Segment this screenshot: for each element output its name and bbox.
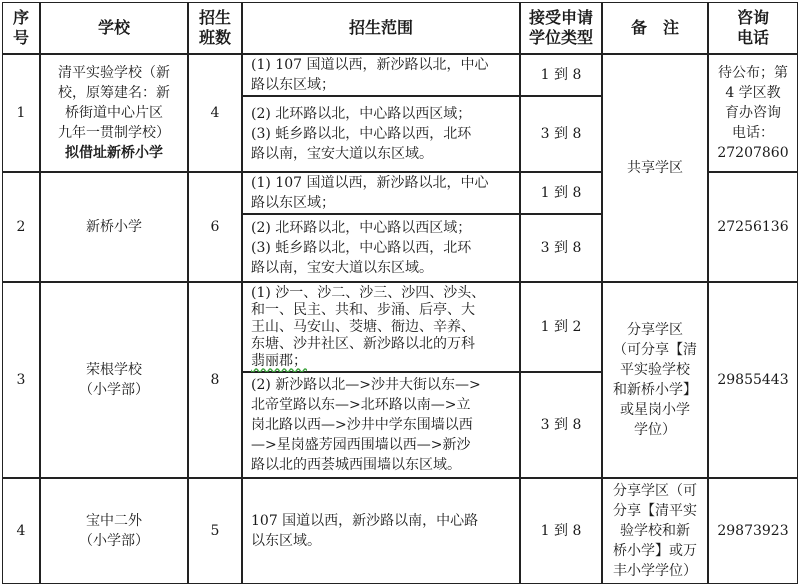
row3-remark [602, 282, 708, 478]
row3-remark-line6: 学位） [634, 422, 676, 438]
row2-range2-line1: (2) 北环路以北，中心路以西区域； [251, 220, 472, 236]
row3-range1-line1: (1) 沙一、沙二、沙三、沙四、沙头、 [251, 284, 486, 301]
row2-phone-value: 27256136 [717, 219, 789, 235]
header-degree-type [520, 2, 602, 54]
header-seq [2, 2, 40, 54]
row4-type-1 [520, 478, 602, 584]
header-phone-line1: 咨询 [736, 8, 769, 27]
row2-school [40, 172, 188, 282]
header-classes-line1: 招生 [198, 8, 231, 27]
header-range-label: 招生范围 [348, 18, 413, 37]
row1-type1-value: 1 到 8 [540, 67, 582, 83]
shared-remark-text: 共享学区 [627, 160, 683, 176]
row1-range2-line1: (2) 北环路以北，中心路以西区域； [251, 106, 472, 122]
row4-remark-line4: 桥小学】或万 [613, 543, 697, 559]
row4-remark-line5: 丰小学学位） [613, 563, 697, 579]
header-classes [188, 2, 242, 54]
header-phone [708, 2, 798, 54]
row3-range2-line3: 岗北路以西—>沙井中学东围墙以西 [251, 417, 473, 433]
row3-type1-value: 1 到 2 [540, 319, 582, 335]
row3-classes [188, 282, 242, 478]
row3-type2-value: 3 到 8 [540, 417, 582, 433]
row3-range2-line4: —>星岗盛芳园西围墙以西—>新沙 [251, 437, 471, 453]
row2-type-2 [520, 214, 602, 282]
row1-school [40, 54, 188, 172]
row3-range1-line2: 和一、民主、共和、步涌、后亭、大 [251, 301, 475, 318]
row2-range1-line1: (1) 107 国道以西，新沙路以北，中心 [251, 175, 489, 191]
header-degree-line1: 接受申请 [528, 8, 593, 27]
row1-no [2, 54, 40, 172]
row1-phone-line5: 27207860 [717, 145, 789, 161]
row4-phone [708, 478, 798, 584]
row3-range1-line3: 王山、马安山、茭塘、衙边、辛养、 [251, 318, 475, 335]
header-school-label: 学校 [97, 18, 130, 37]
shared-remark [602, 54, 708, 282]
row1-type-2 [520, 96, 602, 172]
row1-school-line4: 九年一贯制学校） [58, 125, 170, 141]
row3-no-value: 3 [16, 372, 26, 388]
row3-range2-line5: 路以北的西荟城西围墙以东区域。 [251, 457, 461, 473]
header-remark [602, 2, 708, 54]
row4-range1-line1: 107 国道以西，新沙路以南，中心路 [251, 513, 479, 529]
row2-school-line1: 新桥小学 [86, 219, 142, 235]
row3-remark-line1: 分享学区 [627, 322, 683, 338]
row1-type-1 [520, 54, 602, 96]
row4-remark-line3: 验学校和新 [620, 523, 690, 539]
row3-remark-line5: 或星岗小学 [620, 402, 690, 418]
row4-remark [602, 478, 708, 584]
row3-range1-line4: 东塘、沙井社区、新沙路以北的万科 [251, 335, 475, 352]
row3-range1-line5: 翡丽郡； [251, 352, 307, 369]
row1-classes [188, 54, 242, 172]
row4-type1-value: 1 到 8 [540, 523, 582, 539]
row1-phone-line2: 4 学区教 [725, 85, 781, 101]
row2-classes [188, 172, 242, 282]
row1-range2-line3: 路以南，宝安大道以东区域。 [251, 146, 433, 162]
row1-school-note: 拟借址新桥小学 [65, 145, 163, 161]
row2-type2-value: 3 到 8 [540, 240, 582, 256]
row4-classes-value: 5 [210, 523, 220, 539]
row4-phone-value: 29873923 [717, 523, 789, 539]
row2-type1-value: 1 到 8 [540, 185, 582, 201]
row4-range1-line2: 以东区域。 [251, 533, 321, 549]
row4-remark-line2: 分享【清平实 [613, 503, 697, 519]
row3-remark-line4: 和新桥小学】 [613, 382, 697, 398]
row2-no-value: 2 [16, 219, 26, 235]
row3-range-1 [242, 282, 520, 372]
row3-school-line1: 荣根学校 [86, 362, 142, 378]
row3-range-2 [242, 372, 520, 478]
header-phone-line2: 电话 [736, 28, 769, 47]
row1-range1-line2: 路以东区域； [251, 77, 335, 93]
row1-school-line3: 桥街道中心片区 [65, 105, 163, 121]
row2-range2-line2: (3) 蚝乡路以北，中心路以西，北环 [251, 240, 472, 256]
row1-phone [708, 54, 798, 172]
header-range [242, 2, 520, 54]
row3-phone-value: 29855443 [717, 372, 789, 388]
row3-type-1 [520, 282, 602, 372]
row3-range2-line1: (2) 新沙路以北—>沙井大街以东—> [251, 377, 481, 393]
header-school [40, 2, 188, 54]
row4-no-value: 4 [16, 523, 26, 539]
row1-range-2 [242, 96, 520, 172]
row2-range-2 [242, 214, 520, 282]
row1-range2-line2: (3) 蚝乡路以北，中心路以西，北环 [251, 126, 472, 142]
row1-range-1 [242, 54, 520, 96]
enrollment-table [2, 2, 798, 584]
row3-phone [708, 282, 798, 478]
row2-no [2, 172, 40, 282]
row2-phone [708, 172, 798, 282]
row4-school-line2: （小学部） [79, 533, 149, 549]
row4-school [40, 478, 188, 584]
header-seq-line2: 号 [12, 28, 29, 47]
row3-school-line2: （小学部） [79, 382, 149, 398]
row1-no-value: 1 [16, 105, 26, 121]
row4-school-line1: 宝中二外 [86, 513, 142, 529]
row3-range2-line2: 北帝堂路以东—>北环路以南—>立 [251, 397, 471, 413]
row4-no [2, 478, 40, 584]
row4-range-1 [242, 478, 520, 584]
row3-remark-line2: （可分享【清 [613, 342, 697, 358]
row3-classes-value: 8 [210, 372, 220, 388]
row1-phone-line1: 待公布；第 [718, 65, 788, 81]
header-degree-line2: 学位类型 [528, 28, 593, 47]
row2-type-1 [520, 172, 602, 214]
row1-school-line2: 校，原筹建名：新 [58, 85, 170, 101]
header-classes-line2: 班数 [198, 28, 231, 47]
row3-school [40, 282, 188, 478]
header-seq-line1: 序 [12, 8, 29, 27]
row1-phone-line4: 电话： [732, 125, 774, 141]
row3-type-2 [520, 372, 602, 478]
row1-school-line1: 清平实验学校（新 [58, 65, 170, 81]
row1-type2-value: 3 到 8 [540, 126, 582, 142]
row3-remark-line3: 平实验学校 [620, 362, 690, 378]
row3-no [2, 282, 40, 478]
row1-phone-line3: 育办咨询 [725, 105, 781, 121]
row2-range1-line2: 路以东区域； [251, 195, 335, 211]
row2-range2-line3: 路以南，宝安大道以东区域。 [251, 260, 433, 276]
row2-classes-value: 6 [210, 219, 220, 235]
row2-range-1 [242, 172, 520, 214]
row1-range1-line1: (1) 107 国道以西，新沙路以北，中心 [251, 57, 489, 73]
row4-classes [188, 478, 242, 584]
header-remark-label: 备 注 [630, 18, 679, 37]
row1-classes-value: 4 [210, 105, 220, 121]
row4-remark-line1: 分享学区（可 [613, 483, 697, 499]
